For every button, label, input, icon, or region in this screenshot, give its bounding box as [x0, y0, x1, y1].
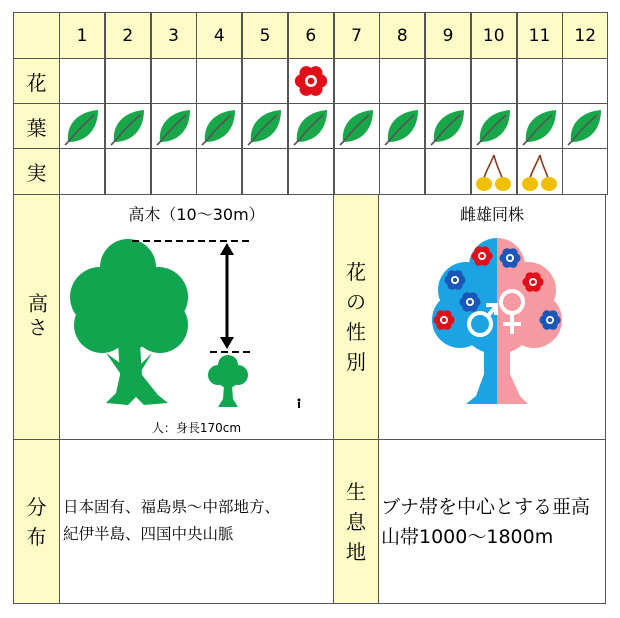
person-icon [298, 399, 301, 409]
fruit-cell [196, 148, 242, 195]
month-header [562, 12, 608, 59]
fruit-cell [59, 148, 105, 195]
monoecious-tree-illustration [420, 236, 570, 408]
leaf-icon [382, 106, 422, 146]
leaf-icon [154, 106, 194, 146]
month-label: 1 [76, 25, 88, 46]
month-label: 6 [305, 25, 317, 46]
row-label-height [13, 194, 60, 440]
month-label: 10 [482, 25, 505, 46]
fruit-cell [517, 148, 563, 195]
flower-cell [242, 58, 288, 104]
month-header [517, 12, 563, 59]
distribution-label-char: 分 [26, 494, 47, 519]
leaf-cell [562, 103, 608, 149]
leaf-cell [379, 103, 425, 149]
flower-cell [105, 58, 151, 104]
fruit-cell [242, 148, 288, 195]
distribution-line: 日本固有、福島県〜中部地方、 [63, 498, 281, 516]
fruit-cell [105, 148, 151, 195]
height-label-text: 高さ [24, 293, 49, 341]
leaf-cell [425, 103, 471, 149]
height-range-arrow-icon [220, 243, 234, 349]
fruit-cell [288, 148, 334, 195]
height-title: 高木（10〜30m） [128, 205, 265, 224]
month-header [471, 12, 517, 59]
month-header [334, 12, 380, 59]
month-header [196, 12, 242, 59]
leaf-icon [245, 106, 285, 146]
leaf-cell [242, 103, 288, 149]
fruit-cell [334, 148, 380, 195]
flower-cell [562, 58, 608, 104]
flower-cell [288, 58, 334, 104]
sex-label-char: 花 [346, 260, 366, 284]
distribution-line: 紀伊半島、四国中央山脈 [63, 525, 234, 543]
fruit-cell [471, 148, 517, 195]
row-label-text: 花 [26, 70, 47, 95]
flower-cell [196, 58, 242, 104]
month-header [105, 12, 151, 59]
habitat-label-char: 息 [346, 509, 366, 534]
person-height-note: 人：身長170cm [151, 421, 242, 435]
flower-cell [425, 58, 471, 104]
distribution-label-cell [13, 439, 60, 604]
month-header [379, 12, 425, 59]
leaf-cell [59, 103, 105, 149]
flower-icon [294, 64, 328, 98]
habitat-text [381, 492, 605, 552]
fruit-cell [379, 148, 425, 195]
habitat-line: ブナ帯を中心とする亜高 [381, 496, 591, 518]
month-label: 5 [259, 25, 271, 46]
month-label: 11 [528, 25, 551, 46]
flower-cell [471, 58, 517, 104]
month-header [59, 12, 105, 59]
sex-label-char: 別 [346, 350, 366, 374]
fruit-icon [520, 151, 560, 193]
fruit-cell [151, 148, 197, 195]
flower-cell [151, 58, 197, 104]
leaf-icon [520, 106, 560, 146]
leaf-icon [337, 106, 377, 146]
tree-height-illustration [60, 225, 332, 425]
leaf-icon [199, 106, 239, 146]
distribution-label-char: 布 [26, 524, 47, 549]
month-label: 3 [168, 25, 179, 46]
row-label-text: 実 [26, 161, 47, 185]
leaf-icon [428, 106, 468, 146]
habitat-label-char: 生 [346, 479, 366, 504]
month-header [425, 12, 471, 59]
month-label: 2 [122, 25, 134, 46]
distribution-text [63, 494, 333, 548]
short-tree-icon [208, 355, 248, 407]
row-label-fruit [13, 148, 60, 195]
sex-label-char: 性 [346, 320, 366, 344]
corner-cell [13, 12, 60, 59]
sex-label-char: の [346, 290, 366, 314]
leaf-cell [105, 103, 151, 149]
month-label: 7 [351, 25, 362, 46]
row-label-flower [13, 58, 60, 104]
month-label: 9 [442, 25, 454, 46]
flower-cell [379, 58, 425, 104]
fruit-cell [562, 148, 608, 195]
sex-title: 雌雄同株 [459, 205, 524, 224]
flower-cell [517, 58, 563, 104]
leaf-cell [471, 103, 517, 149]
leaf-cell [517, 103, 563, 149]
month-header [288, 12, 334, 59]
habitat-label-cell [333, 439, 379, 604]
leaf-cell [151, 103, 197, 149]
leaf-cell [196, 103, 242, 149]
fruit-icon [474, 151, 514, 193]
month-label: 8 [396, 25, 408, 46]
leaf-icon [291, 106, 331, 146]
row-label-text: 葉 [26, 115, 47, 140]
month-header [151, 12, 197, 59]
leaf-icon [108, 106, 148, 146]
habitat-line: 山帯1000〜1800m [381, 526, 554, 548]
habitat-label-char: 地 [346, 539, 366, 564]
fruit-cell [425, 148, 471, 195]
leaf-cell [288, 103, 334, 149]
month-label: 4 [213, 25, 225, 46]
flower-cell [59, 58, 105, 104]
leaf-cell [334, 103, 380, 149]
sex-label-cell [333, 194, 379, 440]
flower-cell [334, 58, 380, 104]
row-label-leaf [13, 103, 60, 149]
leaf-icon [62, 106, 102, 146]
tall-tree-icon [70, 239, 188, 405]
leaf-icon [565, 106, 605, 146]
month-label: 12 [574, 25, 597, 46]
month-header [242, 12, 288, 59]
leaf-icon [474, 106, 514, 146]
